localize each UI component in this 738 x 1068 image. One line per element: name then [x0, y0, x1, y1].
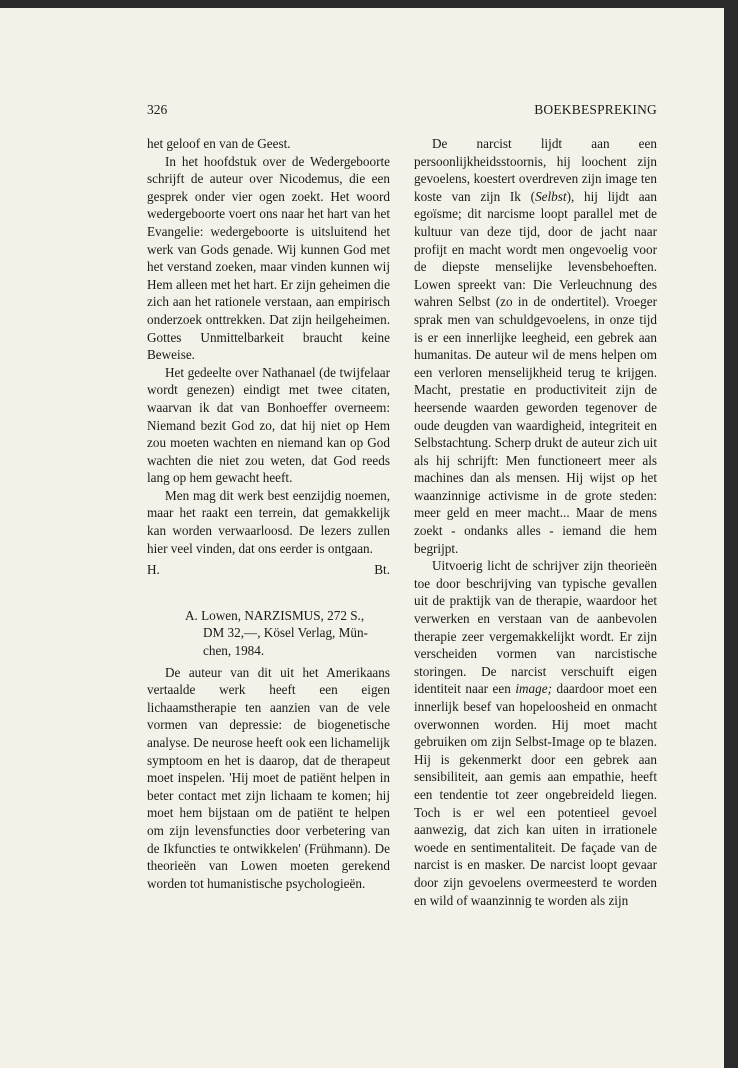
bibliography-line: chen, 1984. [203, 643, 265, 659]
running-head [147, 102, 657, 122]
paragraph: Uitvoerig licht de schrijver zijn theorieën toe door beschrijving van typische gevallen uit de praktijk van de therapie, waardoor het verwerken en verstaan van de aanbevolen therapie zeer vergemakkelijkt wordt. Er zijn verscheiden vormen van narcistische storingen. De narcist verschuift eigen identiteit naar een image; daardoor moet een innerlijk besef van hopeloosheid en onmacht overwonnen worden. Hij moet macht gebruiken om zijn Selbst-Image op te blazen. Hij is gekenmerkt door een gebrek aan sensibiliteit, aan gemis aan empathie, heeft een tendentie tot zeer ongebreideld liegen. Toch is er wel een potentieel gevoel aanwezig, dat zich kan uiten in irrationele woede en sentimentaliteit. De façade van de narcist is en masker. De narcist loopt gevaar door zijn gevoelens overmeesterd te worden en wild of waanzinnig te worden als zijn [414, 558, 657, 908]
paragraph: In het hoofdstuk over de Wedergeboorte schrijft de auteur over Nicodemus, die een gesprek onder vier ogen zoekt. Het woord wedergeboorte voert ons naar het hart van het Evangelie: wedergeboorte is uitsluitend het werk van Gods genade. Wij kunnen God met het verstand zoeken, maar vinden kunnen wij Hem alleen met het hart. Er zijn geheimen die zich aan het rationele verstaan, aan empirisch onderzoek onttrekken. Dat zijn heilgeheimen. Gottes Unmittelbarkeit braucht keine Beweise. [147, 153, 390, 363]
left-column [147, 135, 390, 892]
emphasis: image; [515, 681, 552, 697]
paragraph: het geloof en van de Geest. [147, 136, 291, 151]
reviewer-signature [147, 561, 390, 579]
paragraph: De auteur van dit uit het Amerikaans vertaalde werk heeft een eigen lichaamstherapie ten aanzien van de vele vormen van depressie: de biogenetische analyse. De neurose heeft ook een lichamelijk symptoom en het is daarop, dat de therapeut moet inspelen. 'Hij moet de patiënt helpen in beter contact met zijn lichaam te komen; hij moet hem bijstaan om de patiënt te helpen om zijn levensfuncties door verbetering van de Ikfuncties te ontwikkelen' (Frühmann). De theorieën van Lowen moeten gerekend worden tot humanistische psychologieën. [147, 664, 390, 891]
paragraph: Het gedeelte over Nathanael (de twijfelaar wordt genezen) eindigt met twee citaten, waarvan ik dat van Bonhoeffer overneem: Niemand bezit God zo, dat hij niet op Hem zou moeten wachten en niemand kan op God wachten die niet zou weten, dat God reeds lang op hem gewacht heeft. [147, 364, 390, 486]
right-column [414, 135, 657, 909]
running-title: BOEKBESPREKING [534, 102, 657, 117]
emphasis: Selbst [535, 188, 567, 204]
bibliography-line: A. Lowen, NARZISMUS, 272 S., [185, 607, 365, 623]
bibliography-line: DM 32,—, Kösel Verlag, Mün- [203, 625, 368, 641]
paragraph: Men mag dit werk best eenzijdig noemen, maar het raakt een terrein, dat gemakkelijk kan worden verwaarloosd. De lezers zullen hier veel vinden, dat ons eerder is ontgaan. [147, 487, 390, 556]
signature-initials: Bt. [374, 562, 390, 578]
book-page [0, 8, 724, 1068]
bibliographic-entry [185, 607, 390, 660]
paragraph: De narcist lijdt aan een persoonlijkheidsstoornis, hij loochent zijn gevoelens, koestert overdreven zijn image ten koste van zijn Ik (Selbst), hij lijdt aan egoïsme; dit narcisme loopt parallel met de kultuur van deze tijd, door de jacht naar profijt en macht wordt men ongevoelig voor de diepste menselijke levensbehoeften. Lowen spreekt van: Die Verleuchnung des wahren Selbst (zo in de ondertitel). Vroeger sprak men van schuldgevoelens, in onze tijd is er een innerlijke leegheid, een gebrek aan humanitas. De auteur wil de mens helpen om een verloren menselijkheid terug te krijgen. Macht, prestatie en productiviteit zijn de heersende waarden geworden tegenover de oude deugden van waardigheid, integriteit en Selbstachtung. Scherp drukt de auteur zich uit als hij schrijft: Men functioneert meer als machines dan als mensen. Hij wijst op het waanzinnige activisme in de grote steden: meer geld en meer macht... Maar de mens zoekt - ondanks alles - iemand die hem begrijpt. [414, 136, 658, 556]
signature-initial: H. [147, 562, 160, 578]
page-number: 326 [147, 102, 168, 117]
